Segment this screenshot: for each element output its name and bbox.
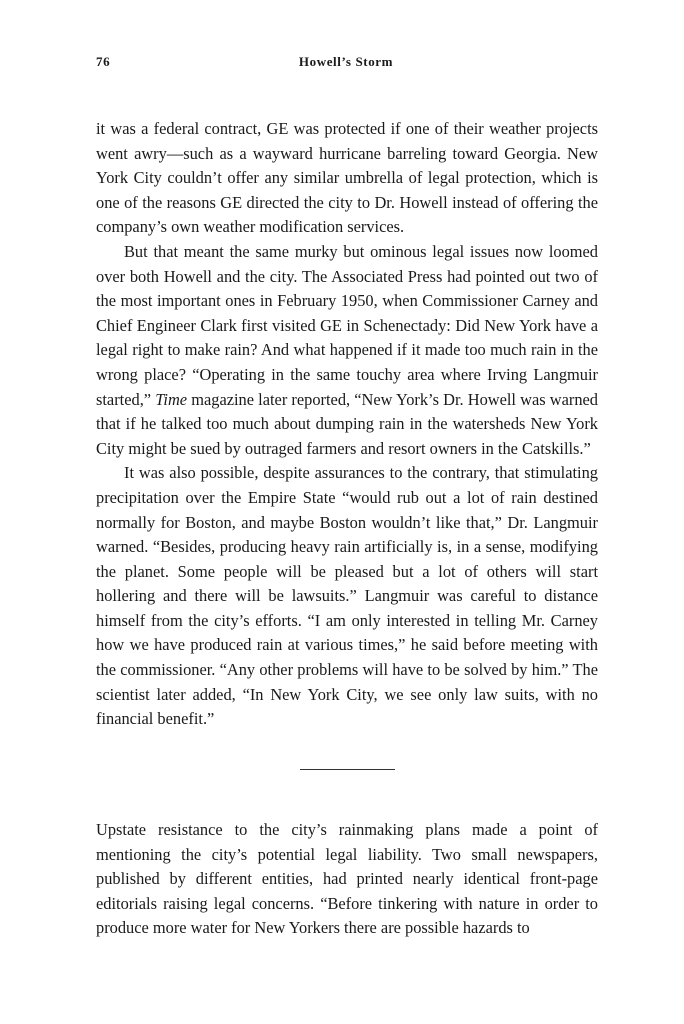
paragraph-2-text-a: But that meant the same murky but ominous legal issues now loomed over both Howell and the city. The Associated Press had pointed out two of the most important ones in February 1950, when Commissioner Carney and Chief Engineer Clark first visited GE in Schenectady: Did New York have a legal right to make rain? And what happened if it made too much rain in the wrong place? “Operating in the same touchy area where Irving Langmuir started,” [96,241,598,409]
paragraph-1-text: it was a federal contract, GE was protected if one of their weather projects went awry—such as a wayward hurricane barreling toward Georgia. New York City couldn’t offer any similar umbrella of legal protection, which is one of the reasons GE directed the city to Dr. Howell instead of offering the company’s own weather modification services. [96,119,598,237]
running-head [96,54,596,74]
body-text [96,117,598,732]
paragraph-3 [96,461,598,732]
paragraph-2-text-b: magazine later reported, “New York’s Dr. Howell was warned that if he talked too much about dumping rain in the watersheds New York City might be sued by outraged farmers and resort owners in the Catskills.” [96,389,598,458]
paragraph-4-text: Upstate resistance to the city’s rainmaking plans made a point of mentioning the city’s potential legal liability. Two small newspapers, published by different entities, had printed nearly identical front-page editorials raising legal concerns. “Before tinkering with nature in order to produce more water for New Yorkers there are possible hazards to [96,820,598,938]
paragraph-4 [96,818,598,941]
body-text-continued [96,818,598,941]
book-title: Howell’s Storm [298,54,394,69]
paragraph-3-text: It was also possible, despite assurances to the contrary, that stimulating precipitation over the Empire State “would rub out a lot of rain destined normally for Boston, and maybe Boston wouldn’t like that,” Dr. Langmuir warned. “Besides, producing heavy rain artificially is, in a sense, modifying the planet. Some people will be pleased but a lot of others will start hollering and there will be lawsuits.” Langmuir was careful to distance himself from the city’s efforts. “I am only interested in telling Mr. Carney how we have produced rain at various times,” he said before meeting with the commissioner. “Any other problems will have to be solved by him.” The scientist later added, “In New York City, we see only law suits, with no financial benefit.” [96,463,598,729]
paragraph-2 [96,240,598,461]
page-number: 76 [96,54,111,69]
paragraph-1 [96,117,598,240]
section-break-rule [300,769,395,770]
magazine-title-italic: Time [155,389,188,409]
